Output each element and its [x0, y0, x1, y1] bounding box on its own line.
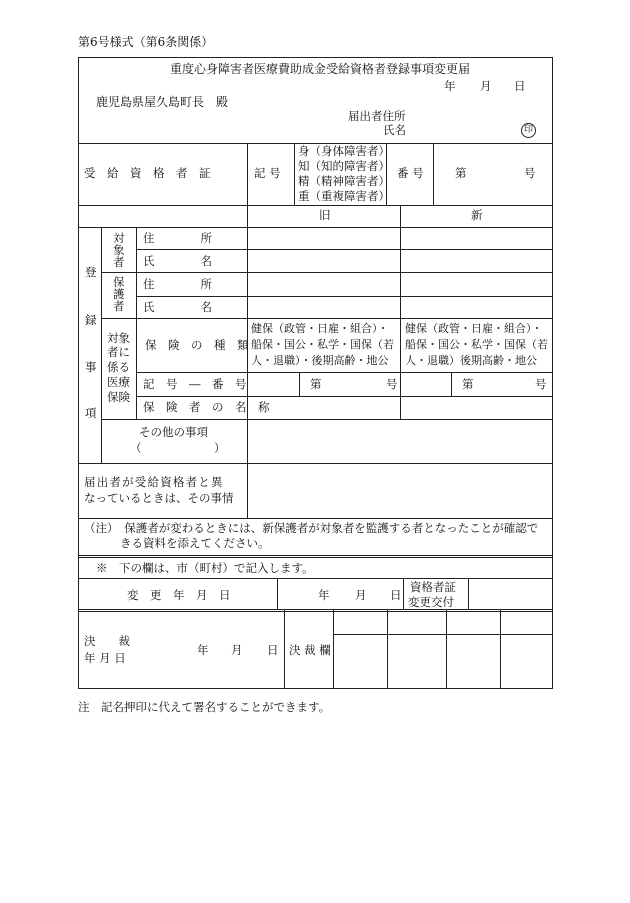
subject-name-label: 氏 名	[143, 254, 212, 268]
date-day-label: 日	[514, 79, 526, 93]
form-title: 重度心身障害者医療費助成金受給資格者登録事項変更届	[170, 62, 471, 76]
insurance-old-gou: 号	[386, 377, 398, 391]
date-month-label: 月	[480, 79, 492, 93]
insurance-options-old-line: 人・退職）・後期高齢・地公	[251, 354, 389, 367]
cert-change-label-line: 変更交付	[408, 595, 454, 609]
other-matters-label: その他の事項	[139, 425, 208, 439]
insurance-label-line: 医療	[107, 375, 130, 389]
registration-label-char: 登	[85, 265, 97, 279]
circumstance-label-line: なっているときは、その事情	[84, 491, 234, 505]
guardian-label-char: 護	[113, 287, 125, 301]
cert-category-physical: 身（身体障害者）	[298, 144, 390, 158]
cert-dai-label: 第	[455, 166, 467, 180]
insurance-type-label: 保 険 の 種 類	[145, 338, 249, 352]
insurance-label-line: 保険	[107, 390, 130, 404]
insurance-number-label: 記 号 ― 番 号	[143, 377, 247, 391]
guardian-name-label: 氏 名	[143, 300, 212, 314]
guardian-label-char: 者	[113, 299, 125, 313]
decision-date-month: 月	[231, 643, 243, 657]
registration-label-char: 録	[85, 313, 97, 327]
circumstance-label-line: 届出者が受給資格者と異	[84, 475, 224, 489]
cert-category-mental: 精（精神障害者）	[298, 174, 390, 188]
column-new-header: 新	[471, 208, 483, 222]
decision-date-label-line: 決 裁	[84, 634, 130, 648]
cert-change-label-line: 資格者証	[410, 580, 456, 594]
date-year-label: 年	[444, 79, 456, 93]
insurance-new-dai: 第	[462, 377, 474, 391]
insurance-old-dai: 第	[310, 377, 322, 391]
guardian-note-line: きる資料を添えてください。	[120, 536, 270, 550]
column-old-header: 旧	[319, 208, 331, 222]
cert-kigou-label: 記 号	[254, 166, 281, 180]
insurance-options-new-line: 人・退職）後期高齢・地公	[405, 354, 537, 367]
change-date-month: 月	[355, 588, 367, 602]
addressee: 鹿児島県屋久島町長 殿	[96, 95, 229, 109]
subject-label-char: 者	[113, 255, 125, 269]
decision-column-label: 決 裁 欄	[289, 643, 331, 657]
change-date-day: 日	[390, 588, 402, 602]
decision-date-label-line: 年 月 日	[84, 651, 126, 665]
guardian-label-char: 保	[113, 275, 125, 289]
insurer-name-label: 保 険 者 の 名 称	[143, 400, 270, 414]
other-matters-paren-open: （	[130, 441, 142, 455]
subject-label-char: 対	[113, 231, 125, 245]
insurance-options-old-line: 船保・国公・私学・国保（若	[251, 338, 394, 351]
applicant-name-label: 氏名	[383, 123, 406, 137]
cert-category-multiple: 重（重複障害者）	[298, 189, 390, 203]
insurance-options-old-line: 健保（政管・日雇・組合）・	[251, 322, 389, 335]
applicant-address-label: 届出者住所	[348, 109, 406, 123]
form-number: 第6号様式（第6条関係）	[78, 35, 214, 49]
insurance-label-line: 係る	[107, 360, 130, 374]
registration-label-char: 事	[85, 360, 97, 374]
cert-bangou-label: 番 号	[397, 166, 424, 180]
cert-gou-label: 号	[524, 166, 536, 180]
insurance-label-line: 者に	[107, 345, 130, 359]
seal-mark: 印	[521, 123, 536, 138]
insurance-label-line: 対象	[107, 331, 130, 345]
insurance-options-new-line: 船保・国公・私学・国保（若	[405, 338, 548, 351]
change-date-label: 変 更 年 月 日	[127, 588, 231, 602]
guardian-note-line: （注） 保護者が変わるときには、新保護者が対象者を監護する者となったことが確認で	[84, 521, 539, 535]
other-matters-paren-close: ）	[214, 441, 226, 455]
registration-label-char: 項	[85, 406, 97, 420]
subject-address-label: 住 所	[143, 231, 212, 245]
decision-date-year: 年	[197, 643, 209, 657]
cert-category-intellectual: 知（知的障害者）	[298, 159, 390, 173]
change-date-year: 年	[318, 588, 330, 602]
city-instruction: ※ 下の欄は、市（町村）で記入します。	[96, 561, 314, 575]
subject-label-char: 象	[113, 243, 125, 257]
guardian-address-label: 住 所	[143, 277, 212, 291]
insurance-options-new-line: 健保（政管・日雇・組合）・	[405, 322, 543, 335]
cert-label: 受 給 資 格 者 証	[84, 166, 211, 180]
insurance-new-gou: 号	[535, 377, 547, 391]
footer-note: 注 記名押印に代えて署名することができます。	[78, 700, 331, 714]
decision-date-day: 日	[267, 643, 279, 657]
